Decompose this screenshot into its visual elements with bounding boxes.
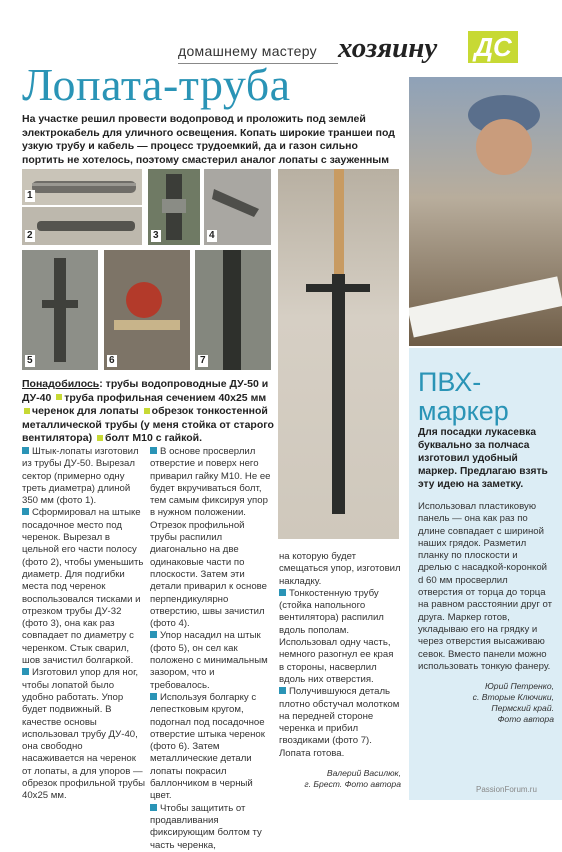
photo-7: [195, 250, 271, 370]
paragraph: Чтобы защитить от продавливания фиксирующим болтом ту часть черенка,: [150, 802, 262, 851]
photo-1: [22, 169, 142, 205]
spade-illustration-icon: [278, 169, 399, 539]
bullet-icon: [279, 687, 286, 694]
paragraph: В основе просверлил отверстие и поверх него приварил гайку М10. Не ее будет вкручиваться болт, тем самым фиксируя упор в нужном положении. Отрезок профильной трубы распилил диагонально на две одинаковые части по плоскости. Затем эти детали приварил к основе перпендикулярно отверстию, швы зачистил (фото 4).: [150, 446, 271, 630]
handle-plate-illustration-icon: [195, 250, 271, 370]
text-column-2: [150, 446, 274, 852]
bullet-icon: [150, 693, 157, 700]
paragraph: Упор насадил на штык (фото 5), он сел как положено с минимальным зазором, что и требовалось.: [150, 630, 268, 691]
materials-item: : трубы водопроводные ДУ-50 и ДУ-40: [22, 378, 269, 404]
paragraph: на которую будет смещаться упор, изготовил накладку.: [279, 551, 401, 587]
photo-3: [148, 169, 200, 245]
paragraph: Сформировал на штыке посадочное место под черенок. Вырезал в цельной его части полосу (фото 2), чтобы уменьшить диаметр. Для подгибки места под черенок воспользовался тисками и отрезком трубы ДУ-32 (фото 3), она как раз совпадает по диаметру с черенком. Стык сварил, шов зачистил болгаркой.: [22, 507, 144, 667]
bullet-icon: [150, 447, 157, 454]
side-photo-marker: [409, 77, 562, 346]
section-label: домашнему мастеру: [178, 43, 317, 59]
side-author-credit: Юрий Петренко, с. Вторые Ключики, Пермский край. Фото автора: [472, 681, 554, 725]
paragraph: Изготовил упор для ног, чтобы лопатой было удобно работать. Упор будет подвижный. В качестве основы использовал трубу ДУ-40, она свободно насаживается на черенок от лопаты, а для упоров — обрезок профильной трубы 40х25 мм.: [22, 667, 146, 802]
photo-5: [22, 250, 98, 370]
author-credit: Валерий Василюк, г. Брест. Фото автора: [304, 768, 401, 790]
paragraph: Используя болгарку с лепестковым кругом, подогнал под посадочное отверстие штыка черенок (фото 6). Затем металлические детали лопаты покрасил баллончиком в черный цвет.: [150, 691, 265, 802]
bullet-icon: [279, 589, 286, 596]
magazine-logo: ДС: [468, 31, 518, 63]
paragraph: Тонкостенную трубу (стойка напольного вентилятора) распилил вдоль пополам. Использовал одну часть, немного разогнул ее края в стороны, насверлил вдоль них отверстия.: [279, 587, 394, 685]
grinder-illustration-icon: [104, 250, 190, 370]
materials-label: Понадобилось: [22, 378, 100, 390]
photo-number: 7: [200, 355, 206, 366]
photo-2: [22, 207, 142, 245]
photo-4: [204, 169, 271, 245]
watermark: PassionForum.ru: [476, 785, 537, 794]
paragraph: Получившуюся деталь плотно обстучал молотком на передней стороне черенка и прибил гвоздиками (фото 7). Лопата готова.: [279, 686, 400, 759]
bullet-icon: [22, 447, 29, 454]
bullet-icon: [150, 804, 157, 811]
bullet-icon: [97, 435, 103, 441]
article-title: Лопата-труба: [22, 59, 291, 110]
bullet-icon: [144, 408, 150, 414]
bullet-icon: [24, 408, 30, 414]
materials-item: обрезок тонкостенной металлической трубы (у меня стойка от старого вентилятора): [22, 405, 274, 444]
pipe-illustration-icon: [22, 207, 142, 245]
text-column-3: [279, 551, 401, 790]
bullet-icon: [56, 394, 62, 400]
materials-item: болт М10 с гайкой.: [104, 432, 203, 444]
spade-head-illustration-icon: [22, 250, 98, 370]
side-article-body: Использовал пластиковую панель — она как раз по длине совпадает с шириной наших грядок. Разметил планку по плоскости и дрелью с насадкой-коронкой d 60 мм просверлил отверстия от торца до торца на равном расстоянии друг от друга. Маркер готов, укладываю его на грядку и через отверстия высаживаю севок. Вместо панели можно использовать тонкую фанеру. Юрий Петренко, с. Вторые Ключики, Пермский край. Фото автора: [418, 501, 554, 725]
photo-number: 4: [209, 230, 215, 241]
photo-number: 6: [109, 355, 115, 366]
main-photo-spade: [278, 169, 399, 539]
materials-item: черенок для лопаты: [32, 405, 139, 417]
photo-6: [104, 250, 190, 370]
bullet-icon: [22, 508, 29, 515]
section-title: хозяину: [338, 32, 438, 64]
photo-number: 3: [153, 230, 159, 241]
bullet-icon: [150, 631, 157, 638]
photo-number: 5: [27, 355, 33, 366]
photo-number: 2: [27, 230, 33, 241]
paragraph: Штык-лопаты изготовил из трубы ДУ-50. Вырезал сектор (примерно одну треть диаметра) длиной 350 мм (фото 1).: [22, 446, 139, 507]
side-article-lead: Для посадки лукасевка буквально за полчаса изготовил удобный маркер. Предлагаю взять эту идею на заметку.: [418, 427, 548, 490]
materials-list: [22, 378, 274, 446]
side-article-title: ПВХ- маркер: [418, 367, 509, 426]
article-lead: На участке решил провести водопровод и проложить под землей электрокабель для уличного освещения. Копать широкие траншеи под узкую трубу и кабель — процесс трудоемкий, да и газон сильно портить не хотелось, поэтому смастерил аналог лопаты с зауженным: [22, 113, 395, 166]
gardener-illustration-icon: [409, 77, 562, 346]
bullet-icon: [22, 668, 29, 675]
materials-item: труба профильная сечением 40х25 мм: [64, 391, 267, 404]
photo-number: 1: [27, 190, 33, 201]
text-column-1: [22, 446, 147, 803]
pipe-illustration-icon: [22, 169, 142, 205]
